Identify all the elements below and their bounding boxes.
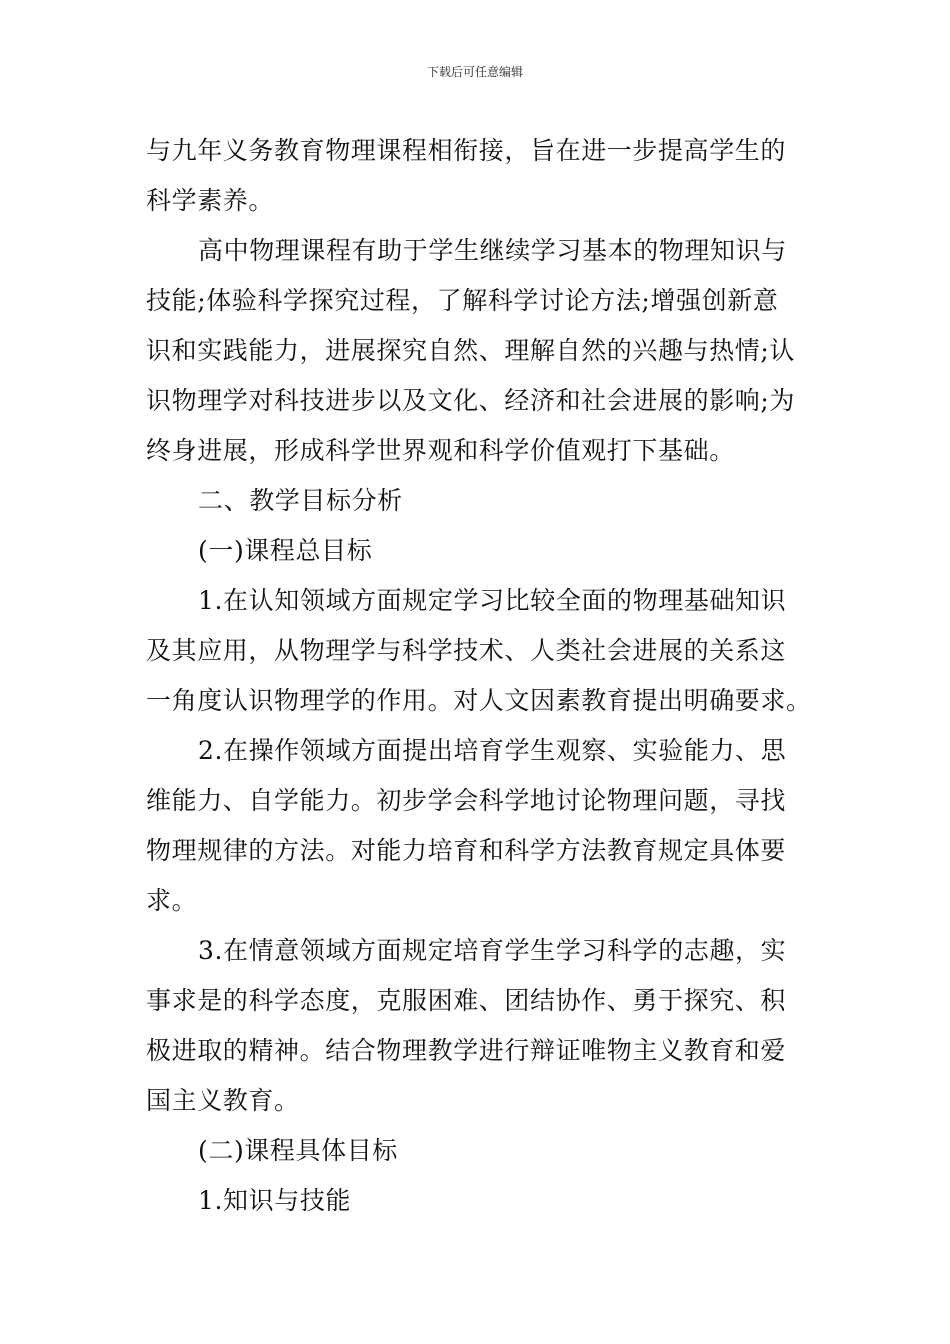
- text-line: 与九年义务教育物理课程相衔接，旨在进一步提高学生的: [146, 136, 787, 165]
- text-line: 二、教学目标分析: [198, 486, 403, 515]
- text-line: 国主义教育。: [146, 1086, 300, 1115]
- text-line: 一角度认识物理学的作用。对人文因素教育提出明确要求。: [146, 686, 812, 715]
- text-line: 3.在情意领域方面规定培育学生学习科学的志趣，实: [198, 936, 787, 965]
- text-line: 科学素养。: [146, 186, 275, 215]
- text-line: 技能;体验科学探究过程，了解科学讨论方法;增强创新意: [146, 286, 779, 315]
- text-line: 2.在操作领域方面提出培育学生观察、实验能力、思: [198, 736, 787, 765]
- text-line: 识和实践能力，进展探究自然、理解自然的兴趣与热情;认: [146, 336, 796, 365]
- page-header-note: 下载后可任意编辑: [426, 65, 523, 79]
- text-line: 物理规律的方法。对能力培育和科学方法教育规定具体要: [146, 836, 787, 865]
- text-line: 维能力、自学能力。初步学会科学地讨论物理问题，寻找: [146, 786, 787, 815]
- text-line: 1.知识与技能: [198, 1186, 352, 1215]
- text-line: 事求是的科学态度，克服困难、团结协作、勇于探究、积: [146, 986, 787, 1015]
- text-line: 识物理学对科技进步以及文化、经济和社会进展的影响;为: [146, 386, 796, 415]
- text-line: 1.在认知领域方面规定学习比较全面的物理基础知识: [198, 586, 787, 615]
- text-line: 极进取的精神。结合物理教学进行辩证唯物主义教育和爱: [146, 1036, 787, 1065]
- text-line: (二)课程具体目标: [198, 1136, 398, 1165]
- text-line: 终身进展，形成科学世界观和科学价值观打下基础。: [146, 436, 735, 465]
- text-line: (一)课程总目标: [198, 536, 373, 565]
- text-line: 及其应用，从物理学与科学技术、人类社会进展的关系这: [146, 636, 787, 665]
- document-body: [146, 126, 810, 1226]
- text-line: 求。: [146, 886, 198, 915]
- text-line: 高中物理课程有助于学生继续学习基本的物理知识与: [198, 236, 787, 265]
